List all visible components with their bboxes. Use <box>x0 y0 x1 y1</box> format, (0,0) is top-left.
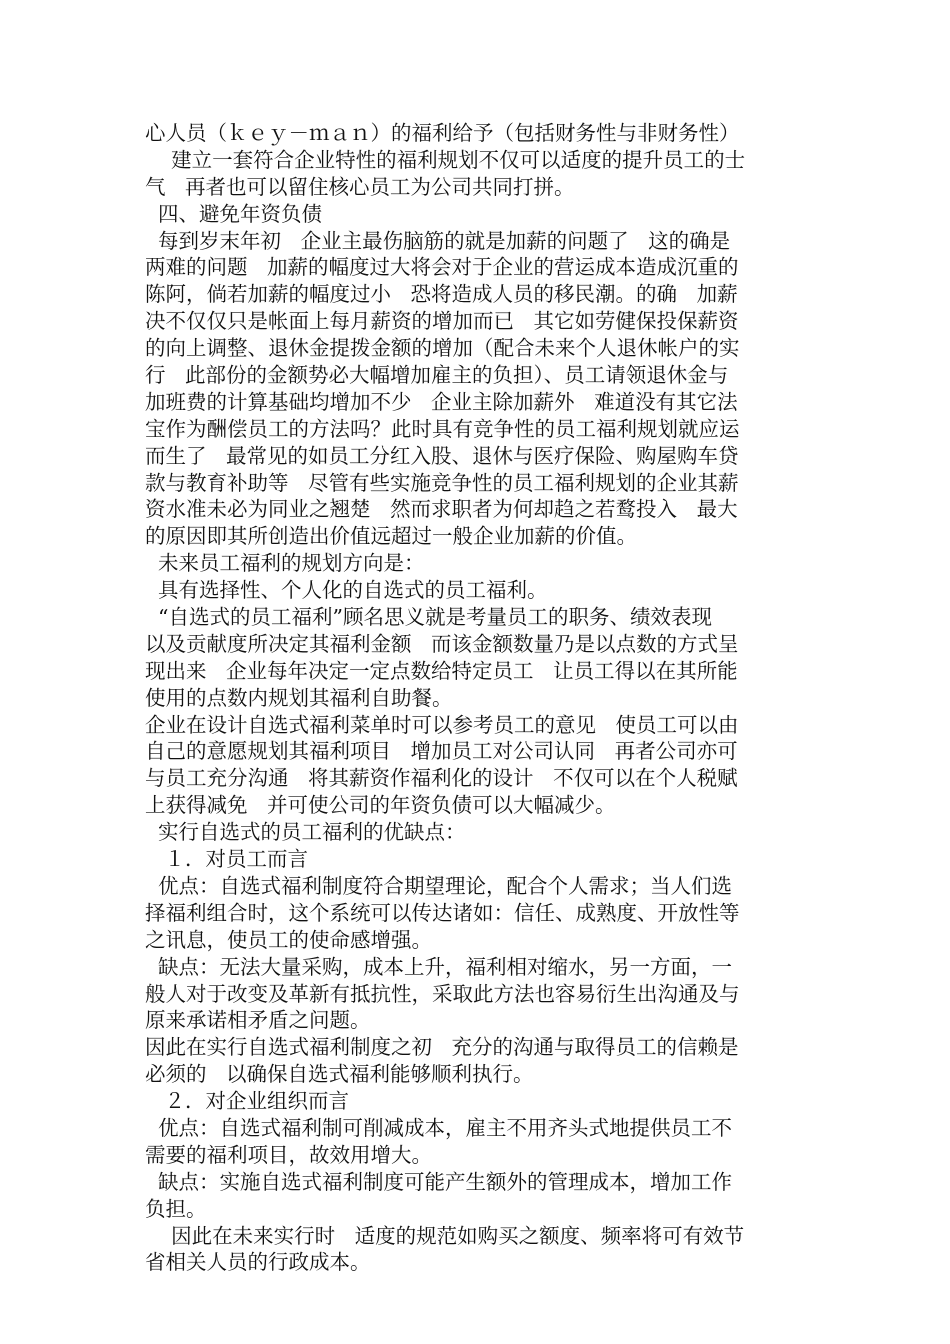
text-line: 自己的意愿规划其福利项目 增加员工对公司认同 再者公司亦可 <box>145 739 738 764</box>
text-line: 省相关人员的行政成本。 <box>145 1250 371 1275</box>
text-line: 与员工充分沟通 将其薪资作福利化的设计 不仅可以在个人税赋 <box>145 766 738 791</box>
text-line: 的原因即其所创造出价值远超过一般企业加薪的价值。 <box>145 524 637 549</box>
document-page <box>145 120 807 1276</box>
text-line: 两难的问题 加薪的幅度过大将会对于企业的营运成本造成沉重的 <box>145 255 739 280</box>
text-line: 必须的 以确保自选式福利能够顺利执行。 <box>145 1062 534 1087</box>
text-line: 未来员工福利的规划方向是： <box>145 551 425 576</box>
text-line: 原来承诺相矛盾之问题。 <box>145 1008 371 1033</box>
text-line: 优点：自选式福利制可削减成本，雇主不用齐头式地提供员工不 <box>145 1115 733 1140</box>
text-line: 优点：自选式福利制度符合期望理论，配合个人需求；当人们选 <box>145 873 733 898</box>
text-line: ２．对企业组织而言 <box>145 1089 350 1114</box>
text-line: 心人员（ｋｅｙ－ｍａｎ）的福利给予（包括财务性与非财务性） <box>145 121 740 145</box>
text-line: 实行自选式的员工福利的优缺点： <box>145 820 466 845</box>
text-line: 使用的点数内规划其福利自助餐。 <box>145 685 453 710</box>
text-line: 每到岁末年初 企业主最伤脑筋的就是加薪的问题了 这的确是 <box>145 228 731 253</box>
text-line: １．对员工而言 <box>145 847 309 872</box>
text-line: 因此在实行自选式福利制度之初 充分的沟通与取得员工的信赖是 <box>145 1035 739 1060</box>
text-line: 之讯息，使员工的使命感增强。 <box>145 927 432 952</box>
text-line: “自选式的员工福利”顾名思义就是考量员工的职务、绩效表现 <box>145 605 712 630</box>
text-line: 负担。 <box>145 1196 207 1221</box>
text-line: 决不仅仅只是帐面上每月薪资的增加而已 其它如劳健保投保薪资 <box>145 309 739 334</box>
text-line: 需要的福利项目，故效用增大。 <box>145 1142 432 1167</box>
text-line: 般人对于改变及革新有抵抗性，采取此方法也容易衍生出沟通及与 <box>145 981 740 1006</box>
text-line: 以及贡献度所决定其福利金额 而该金额数量乃是以点数的方式呈 <box>145 631 739 656</box>
text-line: 现出来 企业每年决定一定点数给特定员工 让员工得以在其所能 <box>145 658 738 683</box>
text-line: 资水准未必为同业之翘楚 然而求职者为何却趋之若鹜投入 最大 <box>145 497 738 522</box>
text-line: 陈阿，倘若加薪的幅度过小 恐将造成人员的移民潮。的确 加薪 <box>145 282 738 307</box>
text-line: 而生了 最常见的如员工分红入股、退休与医疗保险、购屋购车贷 <box>145 443 739 468</box>
text-line: 建立一套符合企业特性的福利规划不仅可以适度的提升员工的士 <box>145 147 746 172</box>
text-line: 加班费的计算基础均增加不少 企业主除加薪外 难道没有其它法 <box>145 389 738 414</box>
text-line: 择福利组合时，这个系统可以传达诸如：信任、成熟度、开放性等 <box>145 900 740 925</box>
text-line: 款与教育补助等 尽管有些实施竞争性的员工福利规划的企业其薪 <box>145 470 739 495</box>
text-line: 企业在设计自选式福利菜单时可以参考员工的意见 使员工可以由 <box>145 712 739 737</box>
text-line: 因此在未来实行时 适度的规范如购买之额度、频率将可有效节 <box>145 1223 745 1248</box>
text-line: 上获得减免 并可使公司的年资负债可以大幅减少。 <box>145 793 616 818</box>
text-line: 缺点：实施自选式福利制度可能产生额外的管理成本，增加工作 <box>145 1169 733 1194</box>
text-line: 气 再者也可以留住核心员工为公司共同打拼。 <box>145 174 575 199</box>
text-line: 行 此部份的金额势必大幅增加雇主的负担）、员工请领退休金与 <box>145 363 729 388</box>
text-line: 的向上调整、退休金提拨金额的增加（配合未来个人退休帐户的实 <box>145 336 740 361</box>
text-line: 缺点：无法大量采购，成本上升，福利相对缩水，另一方面，一 <box>145 954 733 979</box>
text-line: 具有选择性、个人化的自选式的员工福利。 <box>145 578 548 603</box>
text-line: 宝作为酬偿员工的方法吗？此时具有竞争性的员工福利规划就应运 <box>145 416 740 441</box>
text-line: 四、避免年资负债 <box>145 201 323 226</box>
